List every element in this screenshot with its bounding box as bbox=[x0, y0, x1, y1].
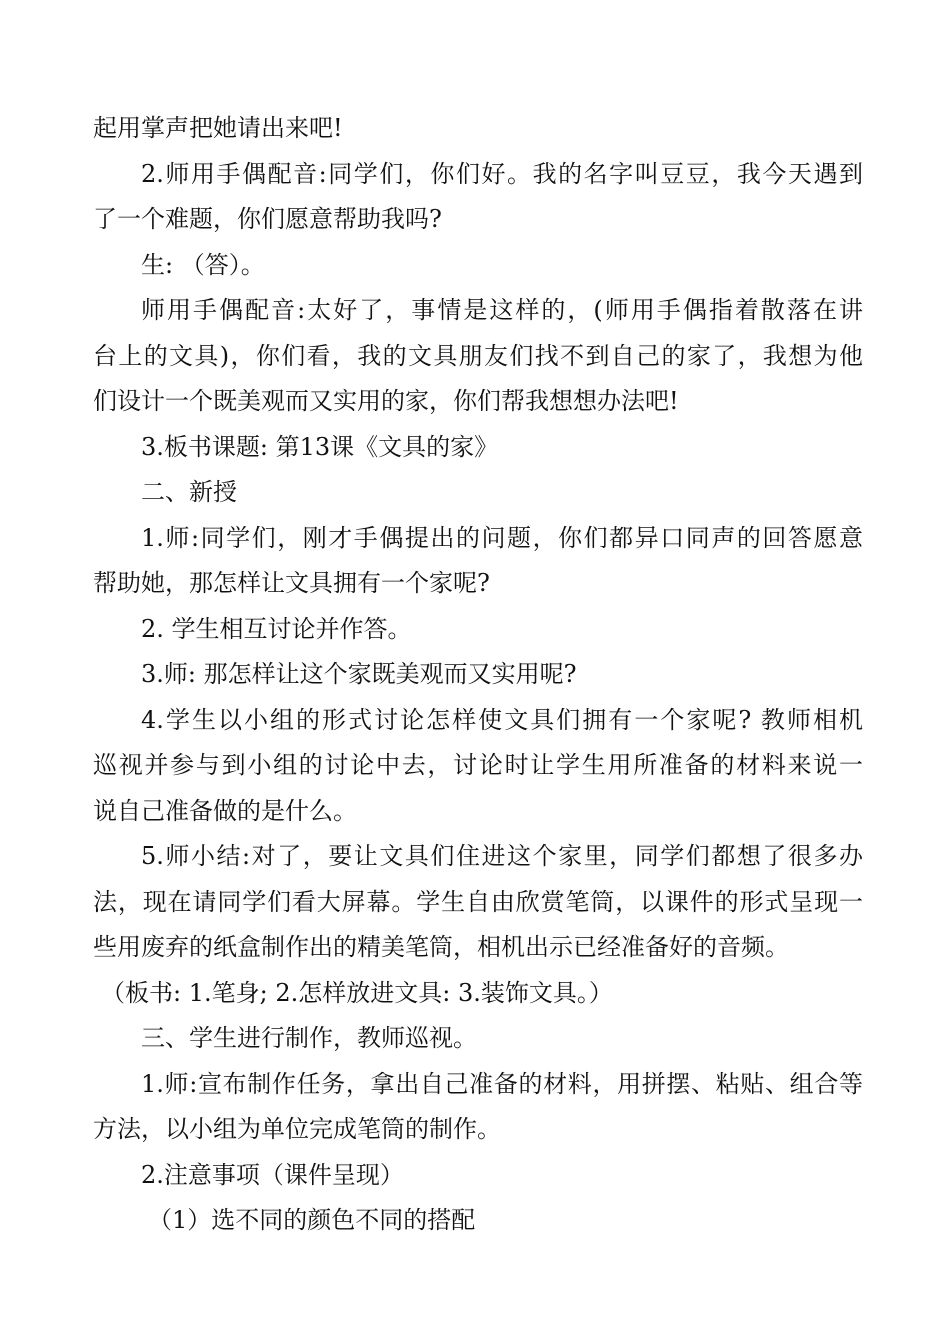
text-line: 起用掌声把她请出来吧! bbox=[93, 114, 343, 142]
text-line: 2.师用手偶配音:同学们，你们好。我的名字叫豆豆，我今天遇到 bbox=[141, 159, 863, 188]
text-line: 2.注意事项（课件呈现） bbox=[141, 1160, 404, 1189]
text-line: 生: （答）。 bbox=[141, 250, 265, 279]
text-line: 2. 学生相互讨论并作答。 bbox=[141, 614, 412, 643]
section-heading: 二、新授 bbox=[141, 478, 237, 506]
section-heading: 三、学生进行制作，教师巡视。 bbox=[141, 1024, 477, 1052]
text-line: 3.师: 那怎样让这个家既美观而又实用呢? bbox=[141, 660, 577, 688]
text-line: 3.板书课题: 第13课《文具的家》 bbox=[141, 432, 499, 461]
text-line: 法，现在请同学们看大屏幕。学生自由欣赏笔筒，以课件的形式呈现一 bbox=[93, 887, 863, 916]
text-line: （板书: 1.笔身; 2.怎样放进文具: 3.装饰文具。） bbox=[101, 978, 613, 1007]
list-item: （1）选不同的颜色不同的搭配 bbox=[148, 1206, 476, 1234]
text-line: 了一个难题，你们愿意帮助我吗? bbox=[93, 205, 442, 233]
text-line: 1.师:宣布制作任务，拿出自己准备的材料，用拼摆、粘贴、组合等 bbox=[141, 1069, 863, 1098]
text-line: 些用废弃的纸盒制作出的精美笔筒，相机出示已经准备好的音频。 bbox=[93, 933, 789, 961]
text-line: 4.学生以小组的形式讨论怎样使文具们拥有一个家呢? 教师相机 bbox=[141, 705, 863, 734]
text-line: 巡视并参与到小组的讨论中去，讨论时让学生用所准备的材料来说一 bbox=[93, 751, 863, 779]
text-line: 们设计一个既美观而又实用的家，你们帮我想想办法吧! bbox=[93, 387, 679, 415]
text-line: 方法，以小组为单位完成笔筒的制作。 bbox=[93, 1115, 501, 1143]
text-line: 帮助她，那怎样让文具拥有一个家呢? bbox=[93, 569, 490, 597]
text-line: 台上的文具)，你们看，我的文具朋友们找不到自己的家了，我想为他 bbox=[93, 341, 863, 370]
text-line: 师用手偶配音:太好了，事情是这样的，(师用手偶指着散落在讲 bbox=[141, 296, 863, 324]
text-line: 1.师:同学们，刚才手偶提出的问题，你们都异口同声的回答愿意 bbox=[141, 523, 863, 552]
document-body bbox=[93, 106, 863, 1244]
text-line: 5.师小结:对了，要让文具们住进这个家里，同学们都想了很多办 bbox=[141, 842, 863, 870]
text-line: 说自己准备做的是什么。 bbox=[93, 796, 357, 825]
